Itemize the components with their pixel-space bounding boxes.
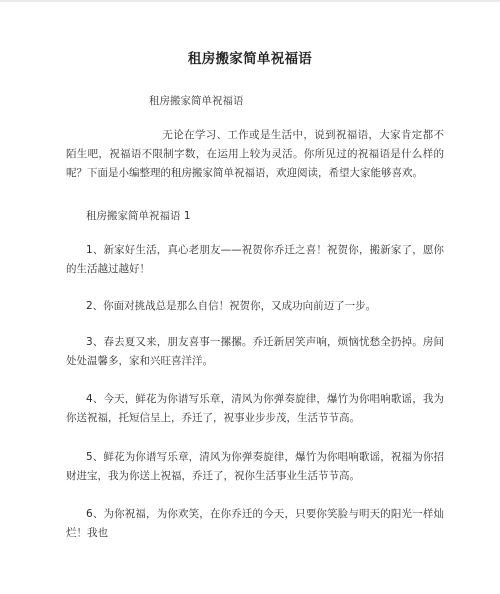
intro-paragraph (66, 126, 444, 183)
list-item (66, 297, 444, 316)
top-divider (0, 0, 500, 2)
list-item-text: 3、春去夏又来，朋友喜事一摞摞。乔迁新居笑声响，烦恼忧愁全扔掉。房间处处温馨多，家和兴旺喜洋洋。 (66, 336, 444, 367)
intro-text: 无论在学习、工作或是生活中，说到祝福语，大家肯定都不陌生吧，祝福语不限制字数，在运用上较为灵活。你所见过的祝福语是什么样的呢？下面是小编整理的租房搬家简单祝福语，欢迎阅读，希望大家能够喜欢。 (66, 129, 444, 179)
section-heading: 租房搬家简单祝福语 1 (86, 210, 191, 222)
document-title: 租房搬家简单祝福语 (187, 51, 313, 67)
list-item-text: 2、你面对挑战总是那么自信！祝贺你，又成功向前迈了一步。 (86, 300, 377, 312)
list-item-text: 5、鲜花为你谱写乐章，清风为你弹奏旋律，爆竹为你唱响歌谣，祝福为你招财进宝，我为你送上祝福，乔迁了，祝你生活事业生活节节高。 (66, 451, 444, 482)
list-item-text: 4、今天，鲜花为你谱写乐章，清风为你弹奏旋律，爆竹为你唱响歌谣，我为你送祝福，托短信呈上，乔迁了，祝事业步步茂，生活节节高。 (66, 393, 444, 424)
list-item (66, 390, 444, 428)
list-item-text: 6、为你祝福，为你欢笑，在你乔迁的今天，只要你笑脸与明天的阳光一样灿烂！我也 (66, 508, 444, 539)
list-item (66, 333, 444, 371)
document-subtitle: 租房搬家简单祝福语 (149, 95, 244, 107)
list-item (66, 505, 444, 543)
list-item (66, 241, 444, 279)
list-item-text: 1、新家好生活，真心老朋友——祝贺你乔迁之喜！祝贺你，搬新家了，愿你的生活越过越好！ (66, 244, 444, 275)
list-item (66, 448, 444, 486)
